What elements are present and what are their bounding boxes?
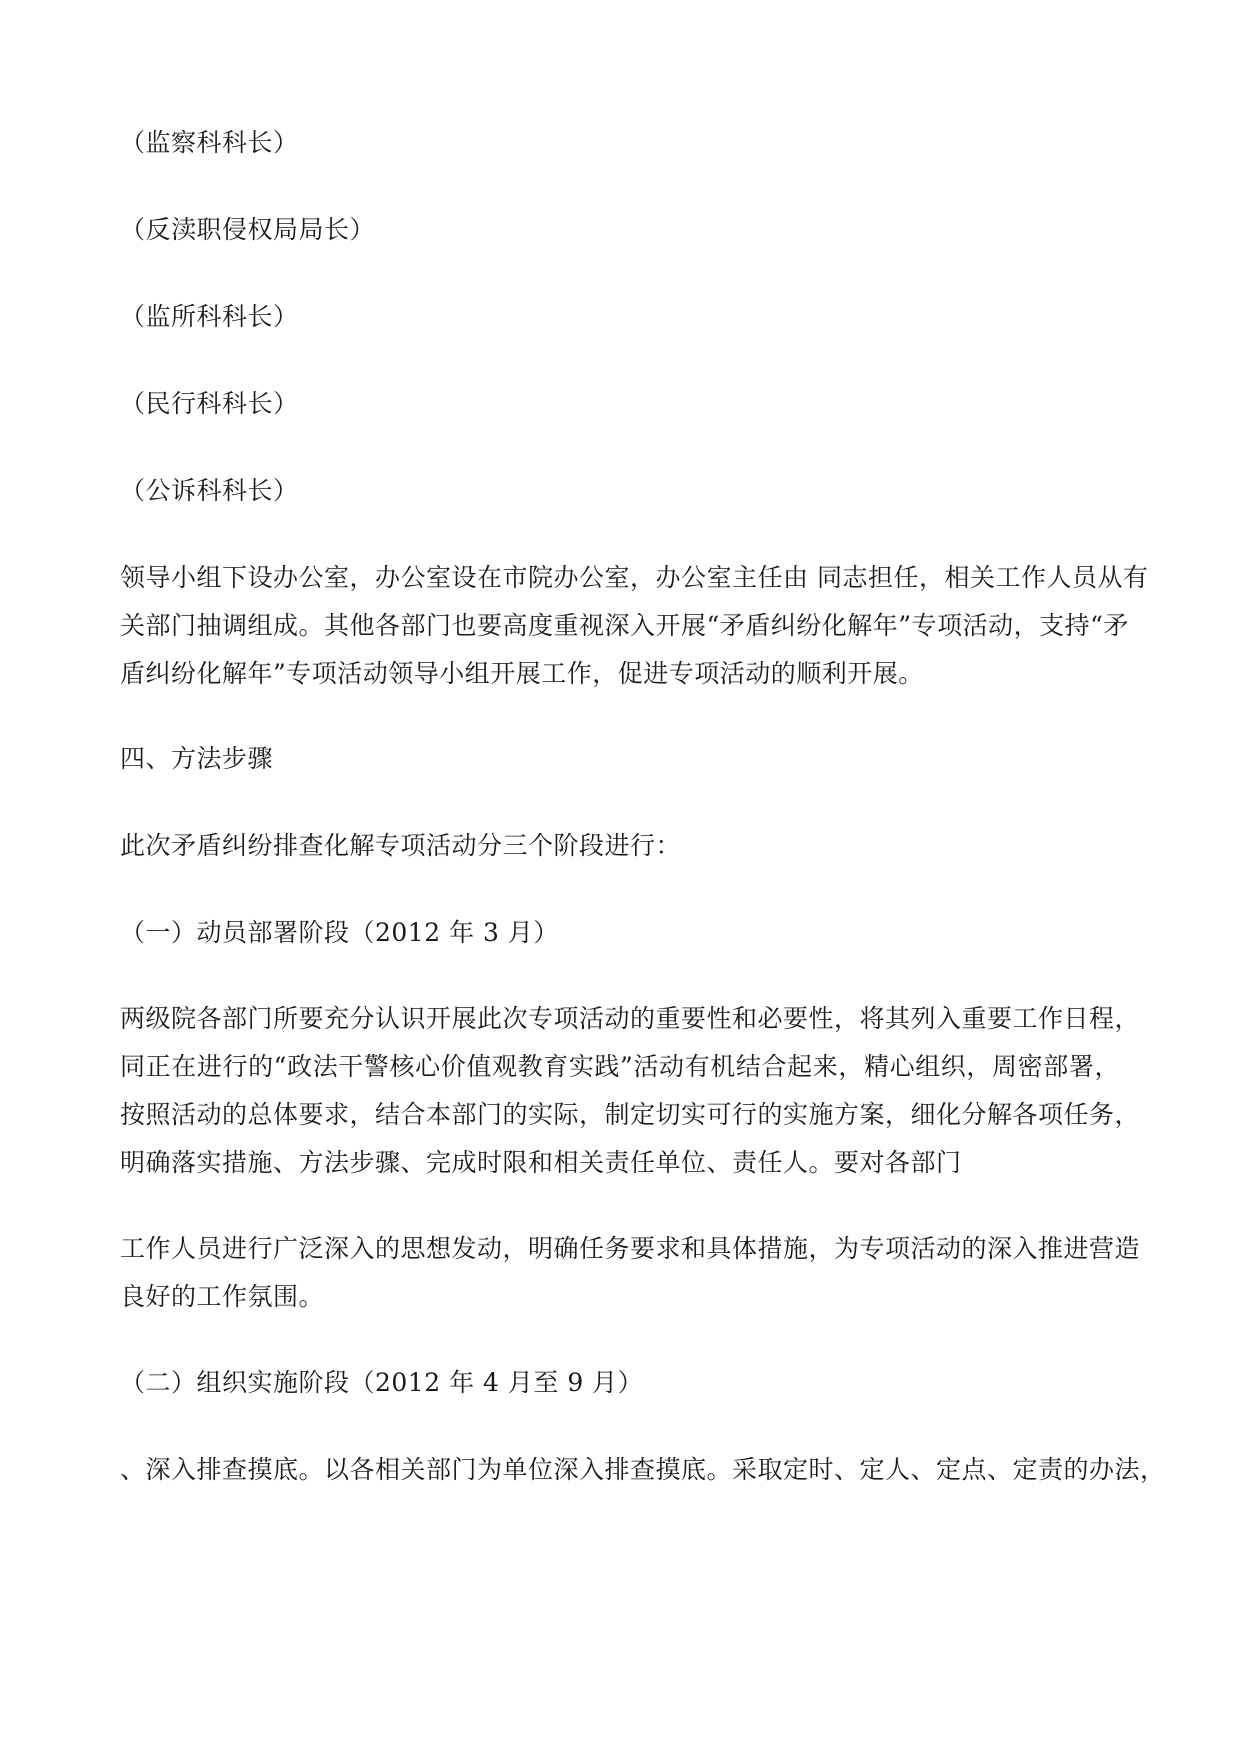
role-line: （反渎职侵权局局长） (120, 215, 376, 244)
stage1-paragraph-line: 两级院各部门所要充分认识开展此次专项活动的重要性和必要性，将其列入重要工作日程， (120, 1004, 1141, 1033)
office-paragraph-line: 关部门抽调组成。其他各部门也要高度重视深入开展“矛盾纠纷化解年”专项活动，支持“矛 (120, 611, 1129, 640)
stage1-paragraph-line: 明确落实措施、方法步骤、完成时限和相关责任单位、责任人。要对各部门 (120, 1148, 962, 1177)
stage1-paragraph-cont-line: 良好的工作氛围。 (120, 1282, 325, 1311)
role-line: （监察科科长） (120, 128, 299, 157)
stage2-first-line: 、深入排查摸底。以各相关部门为单位深入排查摸底。采取定时、定人、定点、定责的办法， (120, 1455, 1166, 1484)
stage1-paragraph-cont-line: 工作人员进行广泛深入的思想发动，明确任务要求和具体措施，为专项活动的深入推进营造 (120, 1234, 1141, 1263)
role-line: （公诉科科长） (120, 476, 299, 505)
role-line: （监所科科长） (120, 302, 299, 331)
office-paragraph-line: 领导小组下设办公室，办公室设在市院办公室，办公室主任由 同志担任，相关工作人员从有 (120, 563, 1149, 592)
stage1-paragraph-line: 同正在进行的“政法干警核心价值观教育实践”活动有机结合起来，精心组织，周密部署， (120, 1052, 1120, 1081)
stage2-heading: （二）组织实施阶段（2012 年 4 月至 9 月） (120, 1368, 644, 1397)
stage1-paragraph-line: 按照活动的总体要求，结合本部门的实际，制定切实可行的实施方案，细化分解各项任务， (120, 1100, 1141, 1129)
stage1-heading: （一）动员部署阶段（2012 年 3 月） (120, 918, 559, 947)
stages-intro: 此次矛盾纠纷排查化解专项活动分三个阶段进行： (120, 831, 682, 860)
section-heading: 四、方法步骤 (120, 744, 274, 773)
role-line: （民行科科长） (120, 389, 299, 418)
office-paragraph-line: 盾纠纷化解年”专项活动领导小组开展工作，促进专项活动的顺利开展。 (120, 659, 924, 688)
